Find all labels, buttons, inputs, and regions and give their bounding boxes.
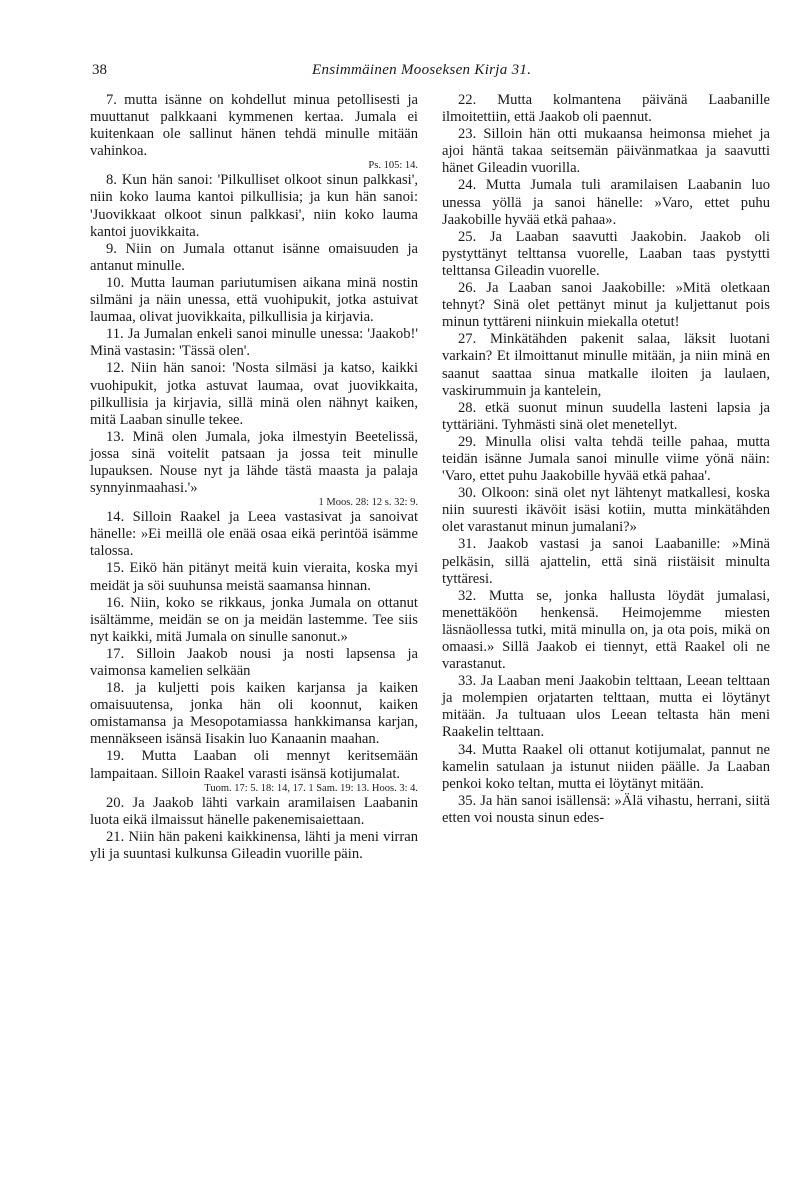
verse	[442, 280, 770, 331]
verse	[442, 126, 770, 177]
verse-text: 16. Niin, koko se rikkaus, jonka Jumala on ottanut isältämme, meidän se on ja meidän lastemme. Tee siis nyt kaikki, mitä Jumala on sinulle sanonut.»	[90, 594, 418, 645]
left-column	[90, 92, 418, 863]
right-column	[442, 92, 770, 827]
verse	[442, 400, 770, 434]
verse-text: 18. ja kuljetti pois kaiken karjansa ja kaiken omaisuutensa, jonka hän oli koonnut, kaiken omistamansa ja Mesopotamiassa hankkimansa karjan, mennäkseen isänsä Iisakin luo Kanaanin maahan.	[90, 680, 418, 748]
verse	[90, 560, 418, 594]
verse-text: 10. Mutta lauman pariutumisen aikana minä nostin silmäni ja näin unessa, että vuohipukit, jotka astuivat laumaa, olivat juovikkaita, pilkullisia ja kirjavia.	[90, 274, 418, 326]
verse	[90, 509, 418, 560]
verse	[442, 673, 770, 741]
verse-text: 34. Mutta Raakel oli ottanut kotijumalat, pannut ne kamelin satulaan ja istunut niiden päälle. Ja Laaban penkoi koko teltan, mutta ei löytänyt mitään.	[442, 741, 770, 792]
cross-reference: Ps. 105: 14.	[368, 160, 418, 172]
verse	[442, 177, 770, 228]
verse-text: 12. Niin hän sanoi: 'Nosta silmäsi ja katso, kaikki vuohipukit, jotka astuvat laumaa, ovat juovikkaita, pilkullisia ja kirjavia, sillä minä olen nähnyt kaiken, mitä Laaban sinulle tekee.	[90, 360, 418, 428]
verse-text: 31. Jaakob vastasi ja sanoi Laabanille: »Minä pelkäsin, sillä ajattelin, että sinä riistäisit minulta tyttäresi.	[442, 536, 770, 587]
verse-text: 7. mutta isänne on kohdellut minua petollisesti ja muuttanut palkkaani kymmenen kertaa. Jumala ei kuitenkaan ole sallinut hänen tehdä minulle mitään vahinkoa.	[90, 92, 418, 160]
verse	[90, 326, 418, 360]
verse-text: 11. Ja Jumalan enkeli sanoi minulle unessa: 'Jaakob!' Minä vastasin: 'Tässä olen'.	[90, 326, 418, 360]
verse	[90, 360, 418, 428]
page-number: 38	[92, 62, 107, 78]
verse	[90, 595, 418, 646]
verse-text: 22. Mutta kolmantena päivänä Laabanille ilmoitettiin, että Jaakob oli paennut.	[442, 92, 770, 126]
verse	[90, 795, 418, 829]
verse-text: 14. Silloin Raakel ja Leea vastasivat ja sanoivat hänelle: »Ei meillä ole enää osaa eikä perintöä isämme talossa.	[90, 509, 418, 560]
verse	[442, 742, 770, 793]
verse	[442, 485, 770, 536]
verse	[442, 229, 770, 280]
verse	[442, 793, 770, 827]
verse	[90, 92, 418, 172]
verse-text: 35. Ja hän sanoi isällensä: »Älä vihastu, herrani, siitä etten voi nousta sinun edes-	[442, 792, 770, 826]
verse-text: 33. Ja Laaban meni Jaakobin telttaan, Leean telttaan ja molempien orjatarten telttaan, mutta ei löytänyt mitään. Ja tultuaan ulos Leean teltasta hän meni Raakelin telttaan.	[442, 673, 770, 741]
verse-text: 9. Niin on Jumala ottanut isänne omaisuuden ja antanut minulle.	[90, 240, 418, 274]
verse-text: 15. Eikö hän pitänyt meitä kuin vieraita, koska myi meidät ja söi suuhunsa meistä saamansa hinnan.	[90, 560, 418, 594]
verse	[90, 680, 418, 748]
cross-reference: 1 Moos. 28: 12 s. 32: 9.	[318, 497, 418, 509]
verse	[442, 92, 770, 126]
verse	[90, 748, 418, 794]
verse	[442, 588, 770, 673]
verse-text: 8. Kun hän sanoi: 'Pilkulliset olkoot sinun palkkasi', niin koko lauma kantoi pilkullisia; ja kun hän sanoi: 'Juovikkaat olkoot sinun palkkasi', niin koko lauma kantoi juovikkaita.	[90, 172, 418, 240]
verse	[90, 829, 418, 863]
verse	[442, 331, 770, 399]
verse-text: 29. Minulla olisi valta tehdä teille pahaa, mutta teidän isänne Jumala sanoi minulle viime yönä näin: 'Varo, ettet puhu Jaakobille hyvää etkä pahaa'.	[442, 433, 770, 485]
verse	[90, 429, 418, 509]
running-head: Ensimmäinen Mooseksen Kirja 31.	[312, 62, 532, 78]
verse-text: 20. Ja Jaakob lähti varkain aramilaisen Laabanin luota eikä ilmaissut hänelle pakenemisaiettaan.	[90, 794, 418, 828]
verse	[90, 646, 418, 680]
verse-text: 26. Ja Laaban sanoi Jaakobille: »Mitä oletkaan tehnyt? Sinä olet pettänyt minut ja kuljettanut pois minun tyttäreni niinkuin miekalla otetut!	[442, 280, 770, 331]
verse-text: 24. Mutta Jumala tuli aramilaisen Laabanin luo unessa yöllä ja sanoi hänelle: »Varo, ettet puhu Jaakobille hyvää etkä pahaa».	[442, 177, 770, 228]
verse-text: 17. Silloin Jaakob nousi ja nosti lapsensa ja vaimonsa kamelien selkään	[90, 645, 418, 679]
verse	[90, 241, 418, 275]
verse	[90, 275, 418, 326]
verse	[442, 536, 770, 587]
verse	[90, 172, 418, 240]
verse-text: 23. Silloin hän otti mukaansa heimonsa miehet ja ajoi häntä takaa seitsemän päivänmatkaa ja saavutti hänet Gileadin vuorilla.	[442, 126, 770, 177]
verse-text: 27. Minkätähden pakenit salaa, läksit luotani varkain? Et ilmoittanut minulle mitään, ja niin minä en saanut saattaa sinua matkalle iloiten ja laulaen, vaskirummuin ja kantelein,	[442, 331, 770, 399]
verse-text: 13. Minä olen Jumala, joka ilmestyin Beetelissä, jossa sinä voitelit patsaan ja jossa teit minulle lupauksen. Nouse nyt ja lähde tästä maasta ja palaja synnyinmaahasi.'»	[90, 428, 418, 497]
verse-text: 25. Ja Laaban saavutti Jaakobin. Jaakob oli pystyttänyt telttansa vuorelle, Laaban taas pystytti telttansa Gileadin vuorelle.	[442, 228, 770, 279]
verse-text: 28. etkä suonut minun suudella lasteni lapsia ja tyttäriäni. Tyhmästi sinä olet menetellyt.	[442, 399, 770, 433]
verse	[442, 434, 770, 485]
verse-text: 32. Mutta se, jonka hallusta löydät jumalasi, menettäköön henkensä. Heimojemme miesten läsnäollessa tutki, mitä minulla on, ja ota pois, mikä on omaasi.» Sillä Jaakob ei tiennyt, että Raakel oli ne varastanut.	[442, 587, 770, 673]
verse-text: 19. Mutta Laaban oli mennyt keritsemään lampaitaan. Silloin Raakel varasti isänsä kotijumalat.	[90, 748, 418, 782]
verse-text: 21. Niin hän pakeni kaikkinensa, lähti ja meni virran yli ja suuntasi kulkunsa Gileadin vuorille päin.	[90, 828, 418, 862]
verse-text: 30. Olkoon: sinä olet nyt lähtenyt matkallesi, koska niin suuresti ikävöit isäsi kotiin, mutta minkätähden olet varastanut minun jumalani?»	[442, 485, 770, 536]
cross-reference: Tuom. 17: 5. 18: 14, 17. 1 Sam. 19: 13. Hoos. 3: 4.	[204, 782, 418, 794]
